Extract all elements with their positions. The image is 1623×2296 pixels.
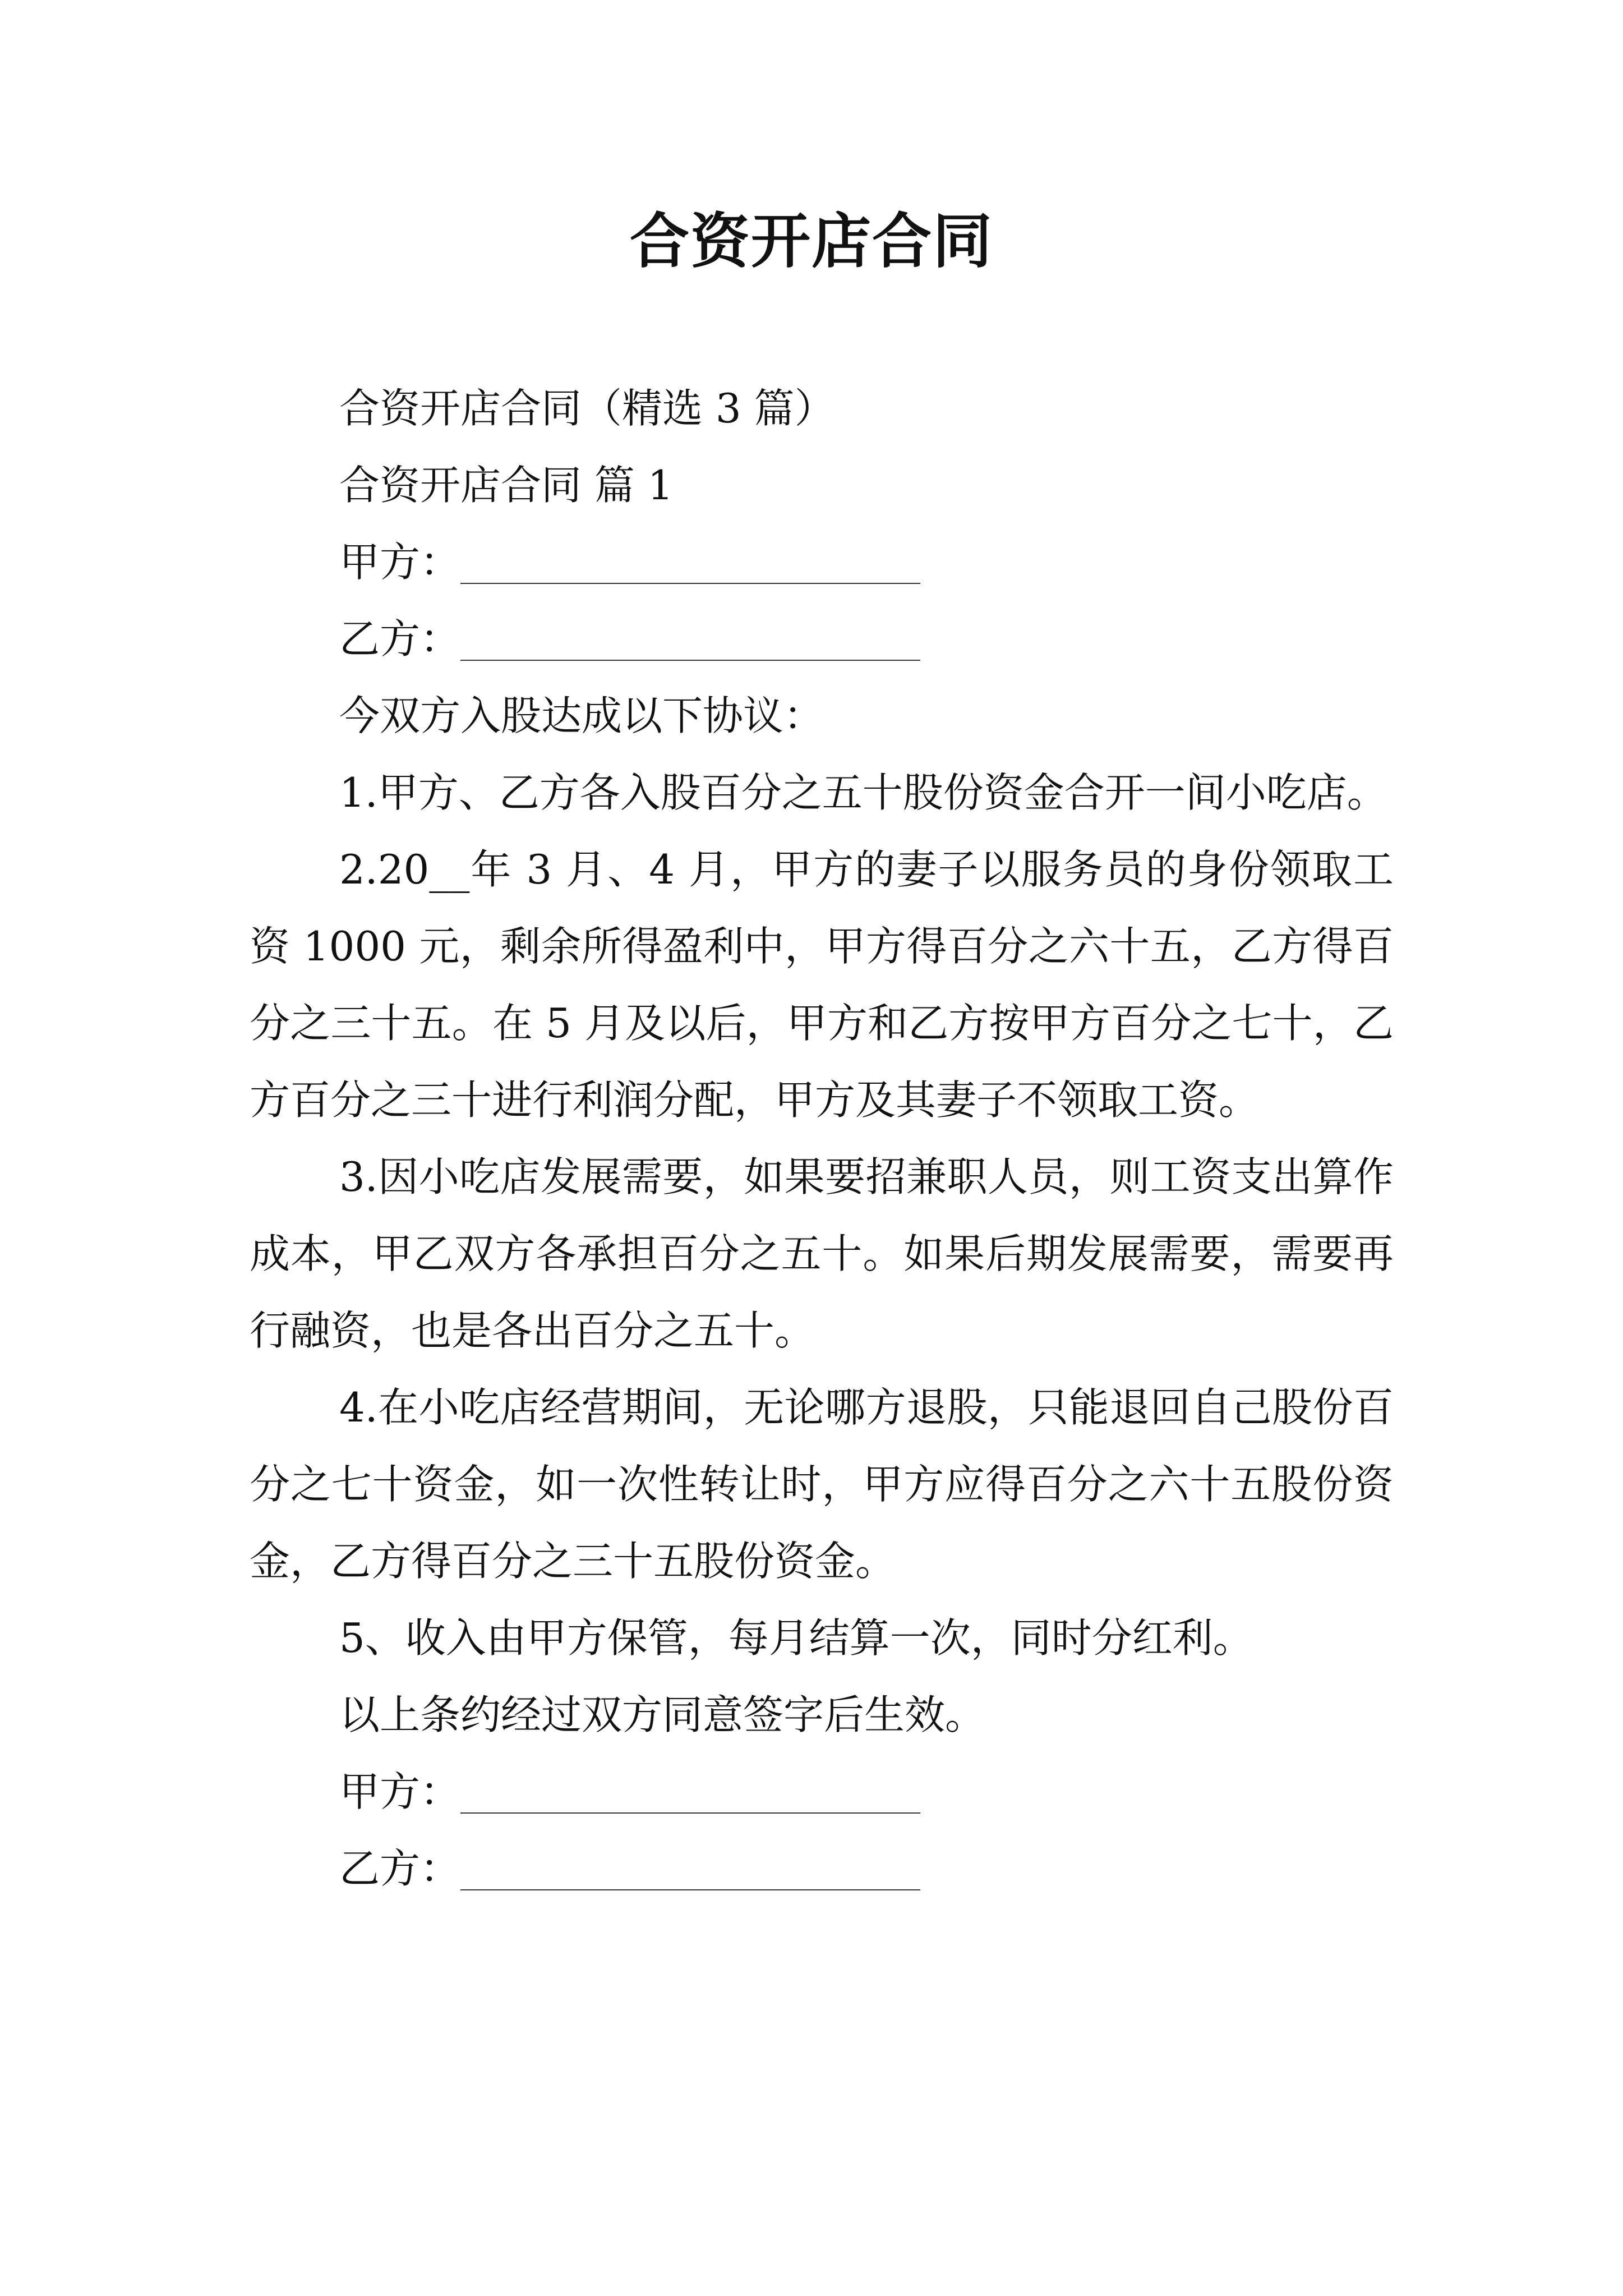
signature-party-b-row [250,1830,1394,1907]
document-body [250,370,1394,1907]
signature-party-a-blank-line [460,1810,920,1814]
signature-party-b-blank-line [460,1887,920,1890]
signature-party-a-label: 甲方： [339,1768,461,1815]
clause-2: 2.20__年 3 月、4 月，甲方的妻子以服务员的身份领取工资 1000 元，剩余所得盈利中，甲方得百分之六十五，乙方得百分之三十五。在 5 月及以后，甲方和乙方按甲方百分之七十，乙方百分之三十进行利润分配，甲方及其妻子不领取工资。 [250,846,1394,1124]
clause-5: 5、收入由甲方保管，每月结算一次，同时分红利。 [339,1614,1253,1662]
clause-1: 1.甲方、乙方各入股百分之五十股份资金合开一间小吃店。 [339,769,1387,816]
party-b-row [250,601,1394,678]
party-a-row [250,524,1394,601]
party-b-label: 乙方： [339,615,461,662]
document-title: 合资开店合同 [630,206,993,276]
closing-statement: 以上条约经过双方同意签字后生效。 [339,1691,986,1738]
clause-3: 3.因小吃店发展需要，如果要招兼职人员，则工资支出算作成本，甲乙双方各承担百分之五十。如果后期发展需要，需要再行融资，也是各出百分之五十。 [250,1153,1394,1354]
document-subtitle: 合资开店合同（精选 3 篇） [339,385,835,432]
signature-party-b-label: 乙方： [339,1845,461,1892]
party-b-blank-line [460,657,920,661]
signature-party-a-row [250,1754,1394,1830]
section-heading: 合资开店合同 篇 1 [339,462,674,509]
clause-4: 4.在小吃店经营期间，无论哪方退股，只能退回自己股份百分之七十资金，如一次性转让时，甲方应得百分之六十五股份资金，乙方得百分之三十五股份资金。 [250,1384,1394,1585]
agreement-intro: 今双方入股达成以下协议： [339,692,824,739]
party-a-blank-line [460,581,920,584]
party-a-label: 甲方： [339,539,461,586]
